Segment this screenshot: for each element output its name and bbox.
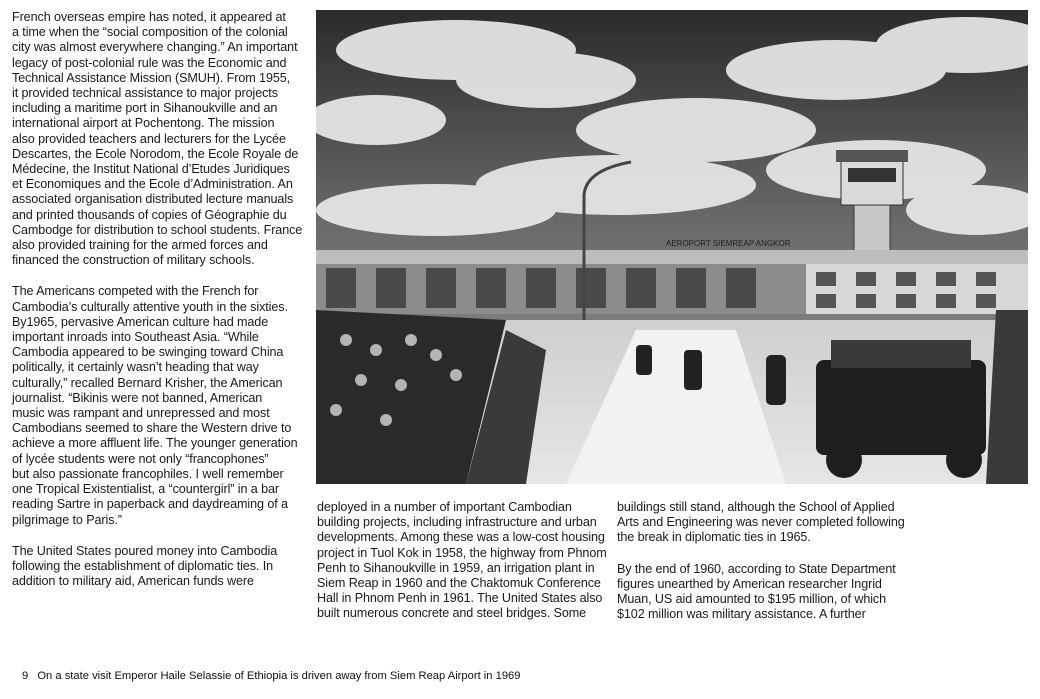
- airport-photo: [316, 10, 1028, 484]
- right-text-column: [617, 500, 917, 638]
- paragraph: buildings still stand, although the School of Applied Arts and Engineering was never completed following the break in diplomatic ties in 1965.: [617, 500, 905, 545]
- paragraph: deployed in a number of important Cambodian building projects, including infrastructure and urban developments. Among these was a low-cost housing project in Tuol Kok in 1958, the highway from Phnom Penh to Sihanoukville in 1959, an irrigation plant in Siem Reap in 1960 and the Chaktomuk Conference Hall in Phnom Penh in 1961. The United States also built numerous concrete and steel bridges. Some: [317, 500, 607, 621]
- caption-text: On a state visit Emperor Haile Selassie of Ethiopia is driven away from Siem Reap Airport in 1969: [37, 670, 521, 682]
- airport-sign: AEROPORT SIEMREAP ANGKOR: [666, 239, 791, 248]
- paragraph: By the end of 1960, according to State Department figures unearthed by American researcher Ingrid Muan, US aid amounted to $195 million, of which $102 million was military assistance. A further: [617, 561, 896, 622]
- left-text-column: [12, 10, 304, 605]
- paragraph: The Americans competed with the French for Cambodia’s culturally attentive youth in the sixties. By1965, pervasive American culture had made important inroads into Southeast Asia. “While Cambodia appeared to be swinging toward China politically, it certainly wasn’t heading that way culturally,” recalled Bernard Krisher, the American journalist. “Bikinis were not banned, American music was rampant and unrepressed and most Cambodians seemed to share the Western drive to achieve a more affluent life. The younger generation of lycée students were not only “francophones” but also passionate francophiles. I well remember one Tropical Existentialist, a “countergirl” in a bar reading Sartre in paperback and daydreaming of a pilgrimage to Paris.”: [12, 284, 298, 527]
- photo-caption: [22, 670, 521, 682]
- middle-text-column: [317, 500, 607, 638]
- paragraph: French overseas empire has noted, it appeared at a time when the “social composition of the colonial city was almost everywhere changing.” An important legacy of post-colonial rule was the Economic and Technical Assistance Mission (SMUH). From 1955, it provided technical assistance to major projects including a maritime port in Sihanoukville and an international airport at Pochentong. The mission also provided teachers and lecturers for the Lycée Descartes, the Ecole Norodom, the Ecole Royale de Médecine, the Institut National d’Etudes Juridiques et Economiques and the Ecole d’Administration. An associated organisation distributed lecture manuals and printed thousands of copies of Géographie du Cambodge for distribution to school students. France also provided training for the armed forces and financed the construction of military schools.: [12, 10, 303, 268]
- caption-number: 9: [22, 670, 29, 682]
- terminal-building: [316, 239, 1028, 314]
- paragraph: The United States poured money into Cambodia following the establishment of diplomatic ties. In addition to military aid, American funds were: [12, 543, 278, 589]
